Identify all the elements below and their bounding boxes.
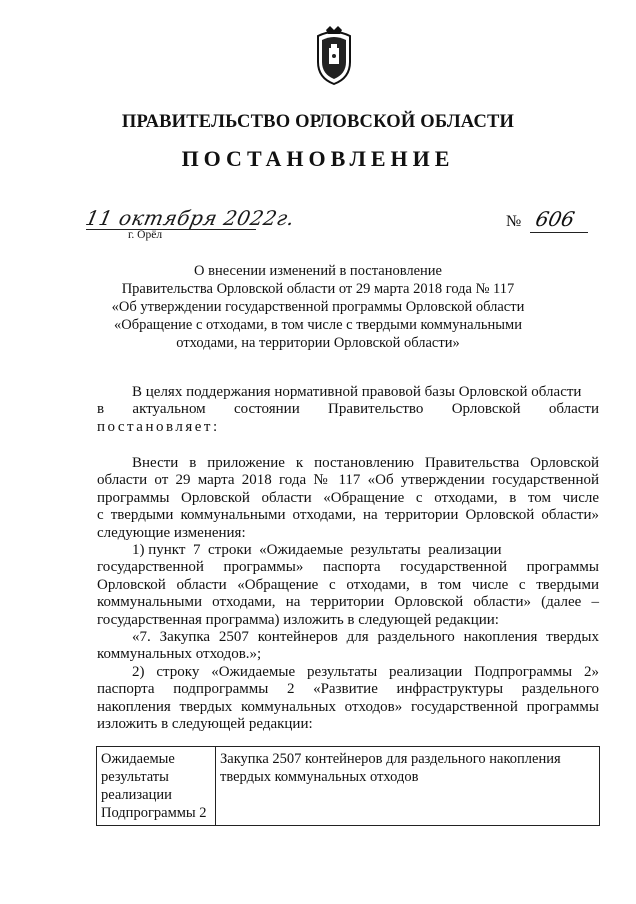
- number-label: №: [506, 213, 522, 230]
- document-subject: [100, 262, 536, 352]
- coat-of-arms-icon: [312, 26, 356, 86]
- table-row: [97, 747, 600, 826]
- cell-line: Подпрограммы 2: [101, 805, 207, 821]
- decree-verb: постановляет:: [97, 418, 220, 435]
- text-line: коммунальных отходов.»;: [97, 646, 262, 663]
- city-label: г. Орёл: [128, 229, 163, 241]
- text-line: «7. Закупка 2507 контейнеров для раздельного накопления твердых: [132, 629, 599, 646]
- main-text: [97, 455, 599, 734]
- text-line: государственная программа) изложить в следующей редакции:: [97, 611, 499, 628]
- text-line: 1) пункт 7 строки «Ожидаемые результаты реализации: [132, 542, 502, 559]
- preamble-word: в: [97, 401, 105, 418]
- preamble-line: [97, 401, 599, 418]
- text-line: коммунальными отходами, на территории Орловской области» (далее –: [97, 594, 599, 611]
- cell-line: Закупка 2507 контейнеров для раздельного накопления: [220, 751, 561, 767]
- cell-line: твердых коммунальных отходов: [220, 769, 419, 785]
- text-line: государственной программы» паспорта государственной программы: [97, 559, 599, 576]
- text-line: 2) строку «Ожидаемые результаты реализации Подпрограммы 2»: [132, 663, 599, 680]
- text-line: паспорта подпрограммы 2 «Развитие инфраструктуры раздельного: [97, 681, 599, 698]
- number-underline: [530, 232, 588, 233]
- preamble-word: Орловской: [451, 401, 521, 418]
- preamble-word: актуальном: [132, 401, 206, 418]
- cell-line: реализации: [101, 787, 172, 803]
- preamble-word: состоянии: [233, 401, 300, 418]
- handwritten-date: 11 октября 2022г.: [83, 206, 298, 230]
- cell-line: Ожидаемые: [101, 751, 175, 767]
- subject-line: Правительства Орловской области от 29 марта 2018 года № 117: [121, 281, 515, 297]
- replacement-table: [96, 746, 600, 826]
- government-title: ПРАВИТЕЛЬСТВО ОРЛОВСКОЙ ОБЛАСТИ: [121, 112, 515, 132]
- subject-line: отходами, на территории Орловской области»: [176, 335, 460, 351]
- preamble-word: Правительство: [328, 401, 424, 418]
- text-line: программы Орловской области «Обращение с отходами, в том числе: [97, 489, 599, 506]
- date-underline: [86, 229, 256, 230]
- document-type: ПОСТАНОВЛЕНИЕ: [181, 146, 455, 171]
- table-cell-right: [216, 747, 600, 826]
- text-line: Орловской области «Обращение с отходами, в том числе с твердыми: [97, 576, 599, 593]
- text-line: области от 29 марта 2018 года № 117 «Об утверждении государственной: [97, 472, 599, 489]
- subject-line: «Обращение с отходами, в том числе с твердыми коммунальными: [114, 317, 522, 333]
- preamble-word: области: [548, 401, 599, 418]
- text-line: накопления твердых коммунальных отходов» государственной программы: [97, 698, 599, 715]
- table-cell-left: [97, 747, 216, 826]
- subject-line: О внесении изменений в постановление: [194, 263, 442, 279]
- text-line: изложить в следующей редакции:: [97, 716, 313, 733]
- text-line: следующие изменения:: [97, 524, 246, 541]
- preamble-paragraph: [97, 384, 599, 436]
- preamble-line: В целях поддержания нормативной правовой базы Орловской области: [132, 384, 582, 400]
- cell-line: результаты: [101, 769, 169, 785]
- text-line: Внести в приложение к постановлению Правительства Орловской: [132, 455, 599, 471]
- handwritten-number: 606: [533, 207, 577, 231]
- subject-line: «Об утверждении государственной программы Орловской области: [111, 299, 525, 315]
- text-line: с твердыми коммунальными отходами, на территории Орловской области»: [97, 507, 599, 524]
